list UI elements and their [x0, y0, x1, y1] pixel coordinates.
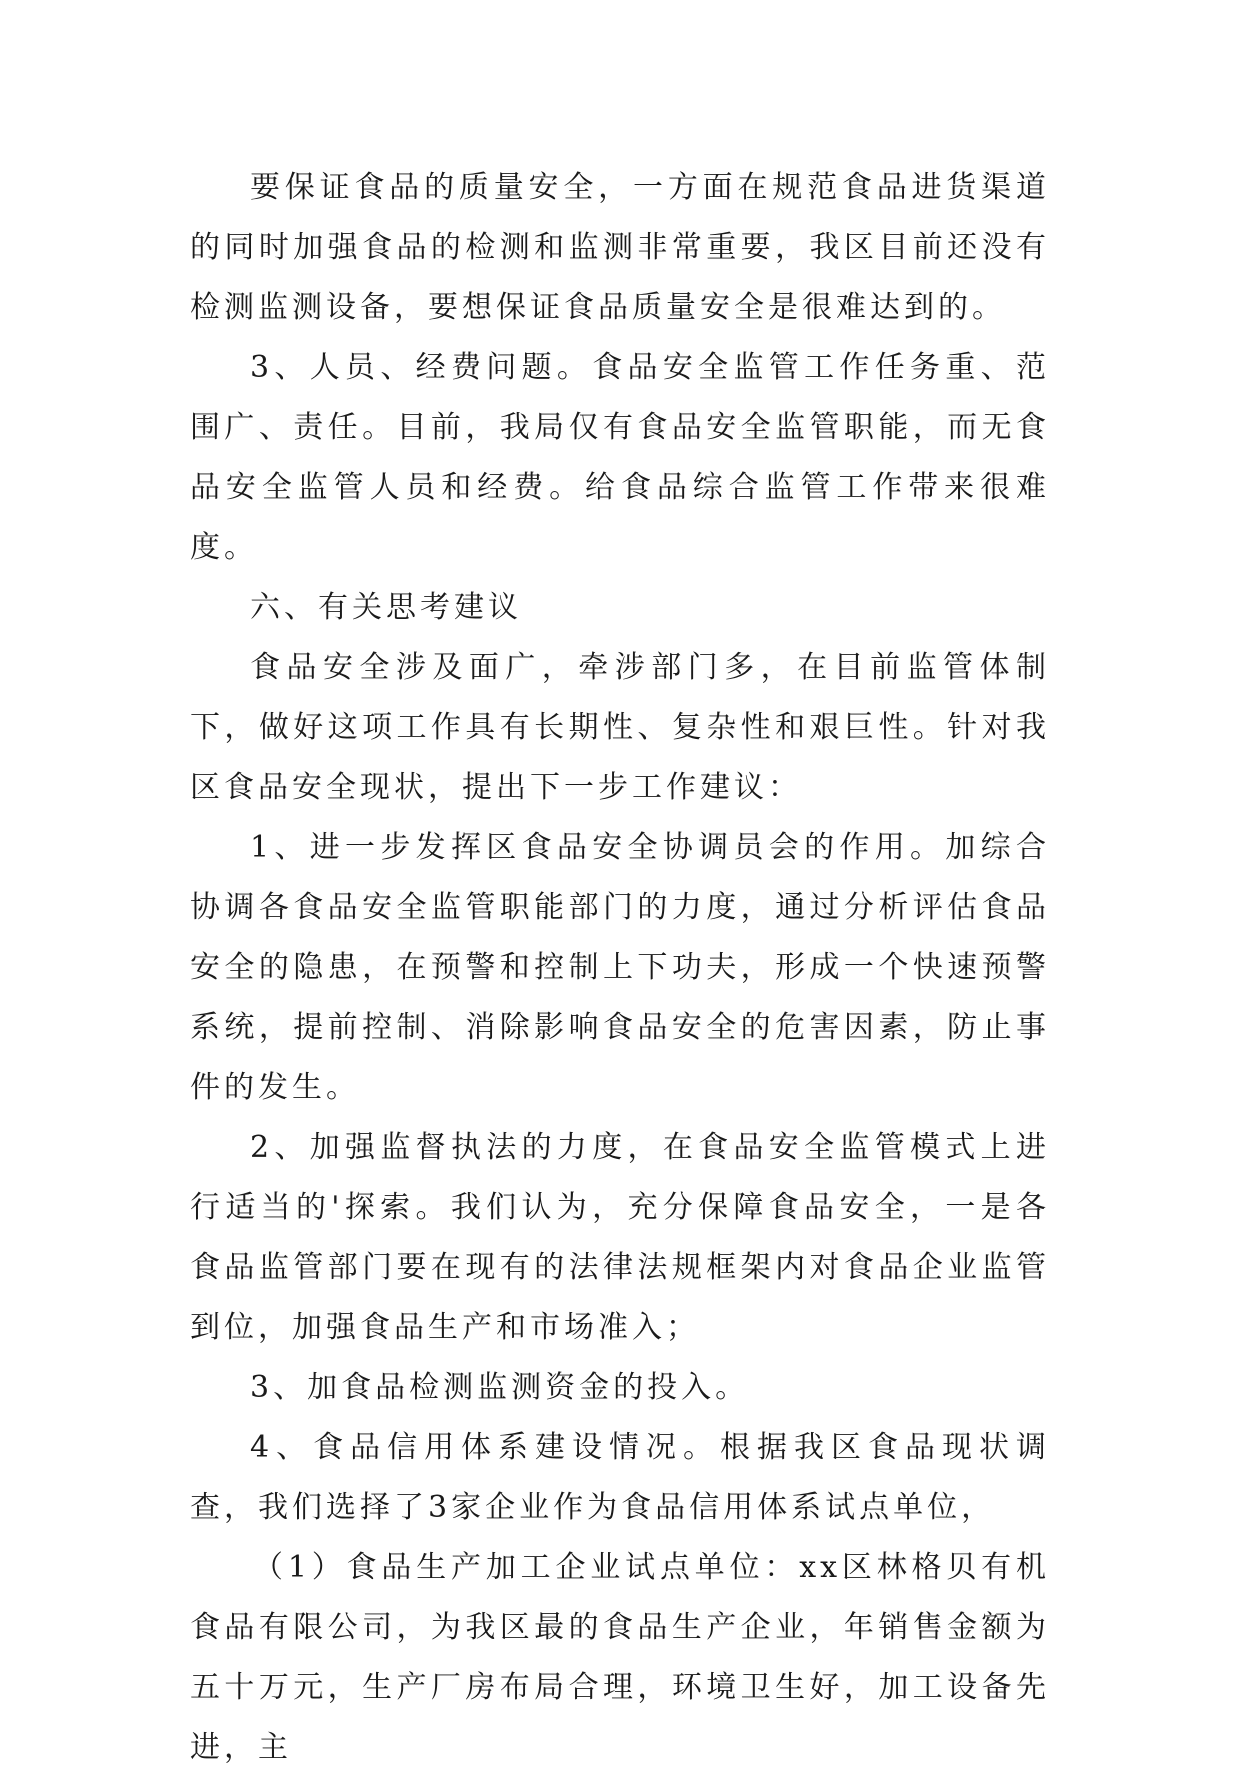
paragraph-suggestion-1: 1、进一步发挥区食品安全协调员会的作用。加综合协调各食品安全监管职能部门的力度，通过分析评估食品安全的隐患，在预警和控制上下功夫，形成一个快速预警系统，提前控制、消除影响食品安全的危害因素，防止事件的发生。	[190, 830, 1050, 1105]
paragraph-staff-funding: 3、人员、经费问题。食品安全监管工作任务重、范围广、责任。目前，我局仅有食品安全监管职能，而无食品安全监管人员和经费。给食品综合监管工作带来很难度。	[190, 350, 1050, 565]
paragraph-quality-testing: 要保证食品的质量安全，一方面在规范食品进货渠道的同时加强食品的检测和监测非常重要，我区目前还没有检测监测设备，要想保证食品质量安全是很难达到的。	[190, 170, 1050, 325]
paragraph-suggestions-intro: 食品安全涉及面广，牵涉部门多，在目前监管体制下，做好这项工作具有长期性、复杂性和艰巨性。针对我区食品安全现状，提出下一步工作建议：	[190, 650, 1050, 805]
paragraph-pilot-unit-1: （1）食品生产加工企业试点单位：xx区林格贝有机食品有限公司，为我区最的食品生产企业，年销售金额为五十万元，生产厂房布局合理，环境卫生好，加工设备先进，主	[190, 1550, 1050, 1765]
paragraph-suggestion-4: 4、食品信用体系建设情况。根据我区食品现状调查，我们选择了3家企业作为食品信用体系试点单位，	[190, 1430, 1050, 1525]
document-body	[190, 158, 1050, 1778]
paragraph-suggestion-2: 2、加强监督执法的力度，在食品安全监管模式上进行适当的'探索。我们认为，充分保障食品安全，一是各食品监管部门要在现有的法律法规框架内对食品企业监管到位，加强食品生产和市场准入；	[190, 1130, 1050, 1345]
paragraph-suggestion-3: 3、加食品检测监测资金的投入。	[250, 1370, 750, 1405]
section-heading-suggestions: 六、有关思考建议	[250, 590, 522, 625]
